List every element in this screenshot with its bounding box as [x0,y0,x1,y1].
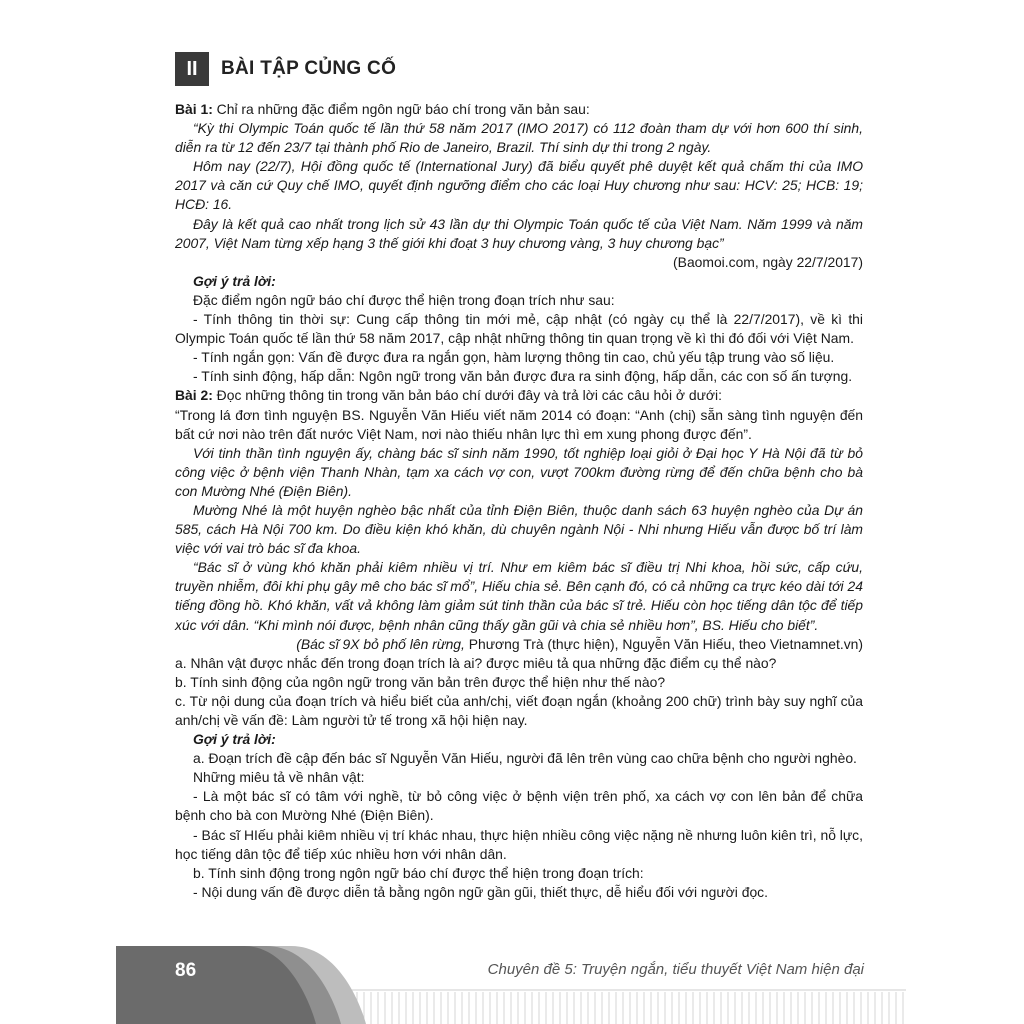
bai1-excerpt-2: Hôm nay (22/7), Hội đồng quốc tế (International Jury) đã biểu quyết phê duyệt kết quả chấm thi của IMO 2017 và căn cứ Quy chế IMO, quyết định ngưỡng điểm cho các loại Huy chương như sau: HCV: 25; HCB: 19; HCĐ: 16. [175,158,863,213]
bai2-prompt-text: Đọc những thông tin trong văn bản báo chí dưới đây và trả lời các câu hỏi ở dưới: [212,387,722,404]
bai2-question-a: a. Nhân vật được nhắc đến trong đoạn trích là ai? được miêu tả qua những đặc điểm cụ thể nào? [175,654,777,671]
bai1-excerpt-1: “Kỳ thi Olympic Toán quốc tế lần thứ 58 năm 2017 (IMO 2017) có 112 đoàn tham dự với hơn 600 thí sinh, diễn ra từ 12 đến 23/7 tại thành phố Rio de Janeiro, Brazil. Thí sinh dự thi trong 2 ngày. [175,120,863,156]
bai1-label: Bài 1: [175,101,213,117]
section-title: BÀI TẬP CỦNG CỐ [221,58,397,79]
bai1-answer-1: Đặc điểm ngôn ngữ báo chí được thể hiện trong đoạn trích như sau: [193,291,615,308]
bai1-hint-title: Gợi ý trả lời: [193,272,276,289]
section-roman-numeral: II [175,52,209,86]
bai1-source: (Baomoi.com, ngày 22/7/2017) [673,253,863,270]
bai1-prompt [175,100,863,119]
bai2-question-c: c. Từ nội dung của đoạn trích và hiểu biết của anh/chị, viết đoạn ngắn (khoảng 200 chữ) trình bày suy nghĩ của anh/chị về vấn đề: Làm người tử tế trong xã hội hiện nay. [175,692,863,728]
bai2-answer-3: - Là một bác sĩ có tâm với nghề, từ bỏ công việc ở bệnh viện trên phố, xa cách vợ con lên bản để chữa bệnh cho bà con Mường Nhé (Điện Biên). [175,788,863,824]
bai2-label: Bài 2: [175,387,213,404]
bai1-excerpt-3: Đây là kết quả cao nhất trong lịch sử 43 lần dự thi Olympic Toán quốc tế của Việt Nam. Năm 1999 và năm 2007, Việt Nam từng xếp hạng 3 thế giới khi đoạt 3 huy chương vàng, 3 huy chương bạc” [175,215,863,251]
bai2-hint-title: Gợi ý trả lời: [193,731,276,748]
bai2-excerpt-2: Với tinh thần tình nguyện ấy, chàng bác sĩ sinh năm 1990, tốt nghiệp loại giỏi ở Đại học Y Hà Nội đã từ bỏ công việc ở bệnh viện Thanh Nhàn, tạm xa cách vợ con, vượt 700km đường rừng để đến chữa bệnh cho bà con Mường Nhé (Điện Biên). [175,444,863,499]
bai2-source-credits: Phương Trà (thực hiện), Nguyễn Văn Hiếu, theo Vietnamnet.vn) [464,635,863,652]
bai2-excerpt-3: Mường Nhé là một huyện nghèo bậc nhất của tỉnh Điện Biên, thuộc danh sách 63 huyện nghèo của Dự án 585, cách Hà Nội 700 km. Do điều kiện khó khăn, dù chuyên ngành Nội - Nhi nhưng Hiếu vẫn được bố trí làm việc với vai trò bác sĩ đa khoa. [175,501,863,557]
bai1-answer-2: - Tính thông tin thời sự: Cung cấp thông tin mới mẻ, cập nhật (có ngày cụ thể là 22/7/2017), về kì thi Olympic Toán quốc tế lần thứ 58 năm 2017, cập nhật những thông tin quan trọng về kì thi đó đối với Việt Nam. [175,311,863,347]
bai1-prompt-text: Chỉ ra những đặc điểm ngôn ngữ báo chí trong văn bản sau: [212,101,590,117]
bai2-prompt [175,386,863,405]
page-content [175,100,863,902]
bai2-source-title: (Bác sĩ 9X bỏ phố lên rừng, [296,635,465,652]
bai2-source [175,635,863,654]
bai2-question-b: b. Tính sinh động của ngôn ngữ trong văn bản trên được thể hiện như thế nào? [175,673,666,690]
page-number: 86 [175,960,197,981]
bai1-answer-3: - Tính ngắn gọn: Vấn đề được đưa ra ngắn gọn, hàm lượng thông tin cao, chủ yếu tập trung vào số liệu. [193,349,835,366]
bai2-answer-5: b. Tính sinh động trong ngôn ngữ báo chí được thể hiện trong đoạn trích: [193,864,644,881]
chapter-title: Chuyên đề 5: Truyện ngắn, tiểu thuyết Việt Nam hiện đại [487,961,864,978]
bai2-excerpt-4: “Bác sĩ ở vùng khó khăn phải kiêm nhiều vị trí. Như em kiêm bác sĩ điều trị Nhi khoa, hồi sức, cấp cứu, truyền nhiễm, đôi khi phụ gây mê cho bác sĩ mổ”, Hiếu chia sẻ. Bên cạnh đó, có cả những ca trực kéo dài tới 24 tiếng đồng hồ. Khó khăn, vất vả không làm giảm sút tinh thần của bác sĩ trẻ. Hiếu còn học tiếng dân tộc để tiếp xúc với dân. “Khi mình nói được, bệnh nhân cũng thấy gần gũi và chia sẻ nhiều hơn”, BS. Hiếu cho biết”. [175,559,863,633]
bai2-answer-4: - Bác sĩ HIếu phải kiêm nhiều vị trí khác nhau, thực hiện nhiều công việc nặng nề nhưng luôn kiên trì, nỗ lực, học tiếng dân tộc để tiếp xúc nhiều hơn với nhân dân. [175,826,863,862]
section-header [175,52,396,86]
bai2-answer-6: - Nội dung vấn đề được diễn tả bằng ngôn ngữ gần gũi, thiết thực, dễ hiểu đối với người đọc. [193,883,768,900]
bai1-answer-4: - Tính sinh động, hấp dẫn: Ngôn ngữ trong văn bản được đưa ra sinh động, hấp dẫn, các con số ấn tượng. [193,368,853,385]
footer-decoration [116,946,1024,1024]
bai2-answer-1: a. Đoạn trích đề cập đến bác sĩ Nguyễn Văn Hiếu, người đã lên trên vùng cao chữa bệnh cho người nghèo. [193,750,857,767]
bai2-answer-2: Những miêu tả về nhân vật: [193,769,365,786]
bai2-excerpt-1: “Trong lá đơn tình nguyện BS. Nguyễn Văn Hiếu viết năm 2014 có đoạn: “Anh (chị) sẵn sàng tình nguyện đến bất cứ nơi nào trên đất nước Việt Nam, nơi nào thiếu nhân lực thì em xung phong được đến”. [175,406,863,442]
footer-ticks [336,992,903,1024]
